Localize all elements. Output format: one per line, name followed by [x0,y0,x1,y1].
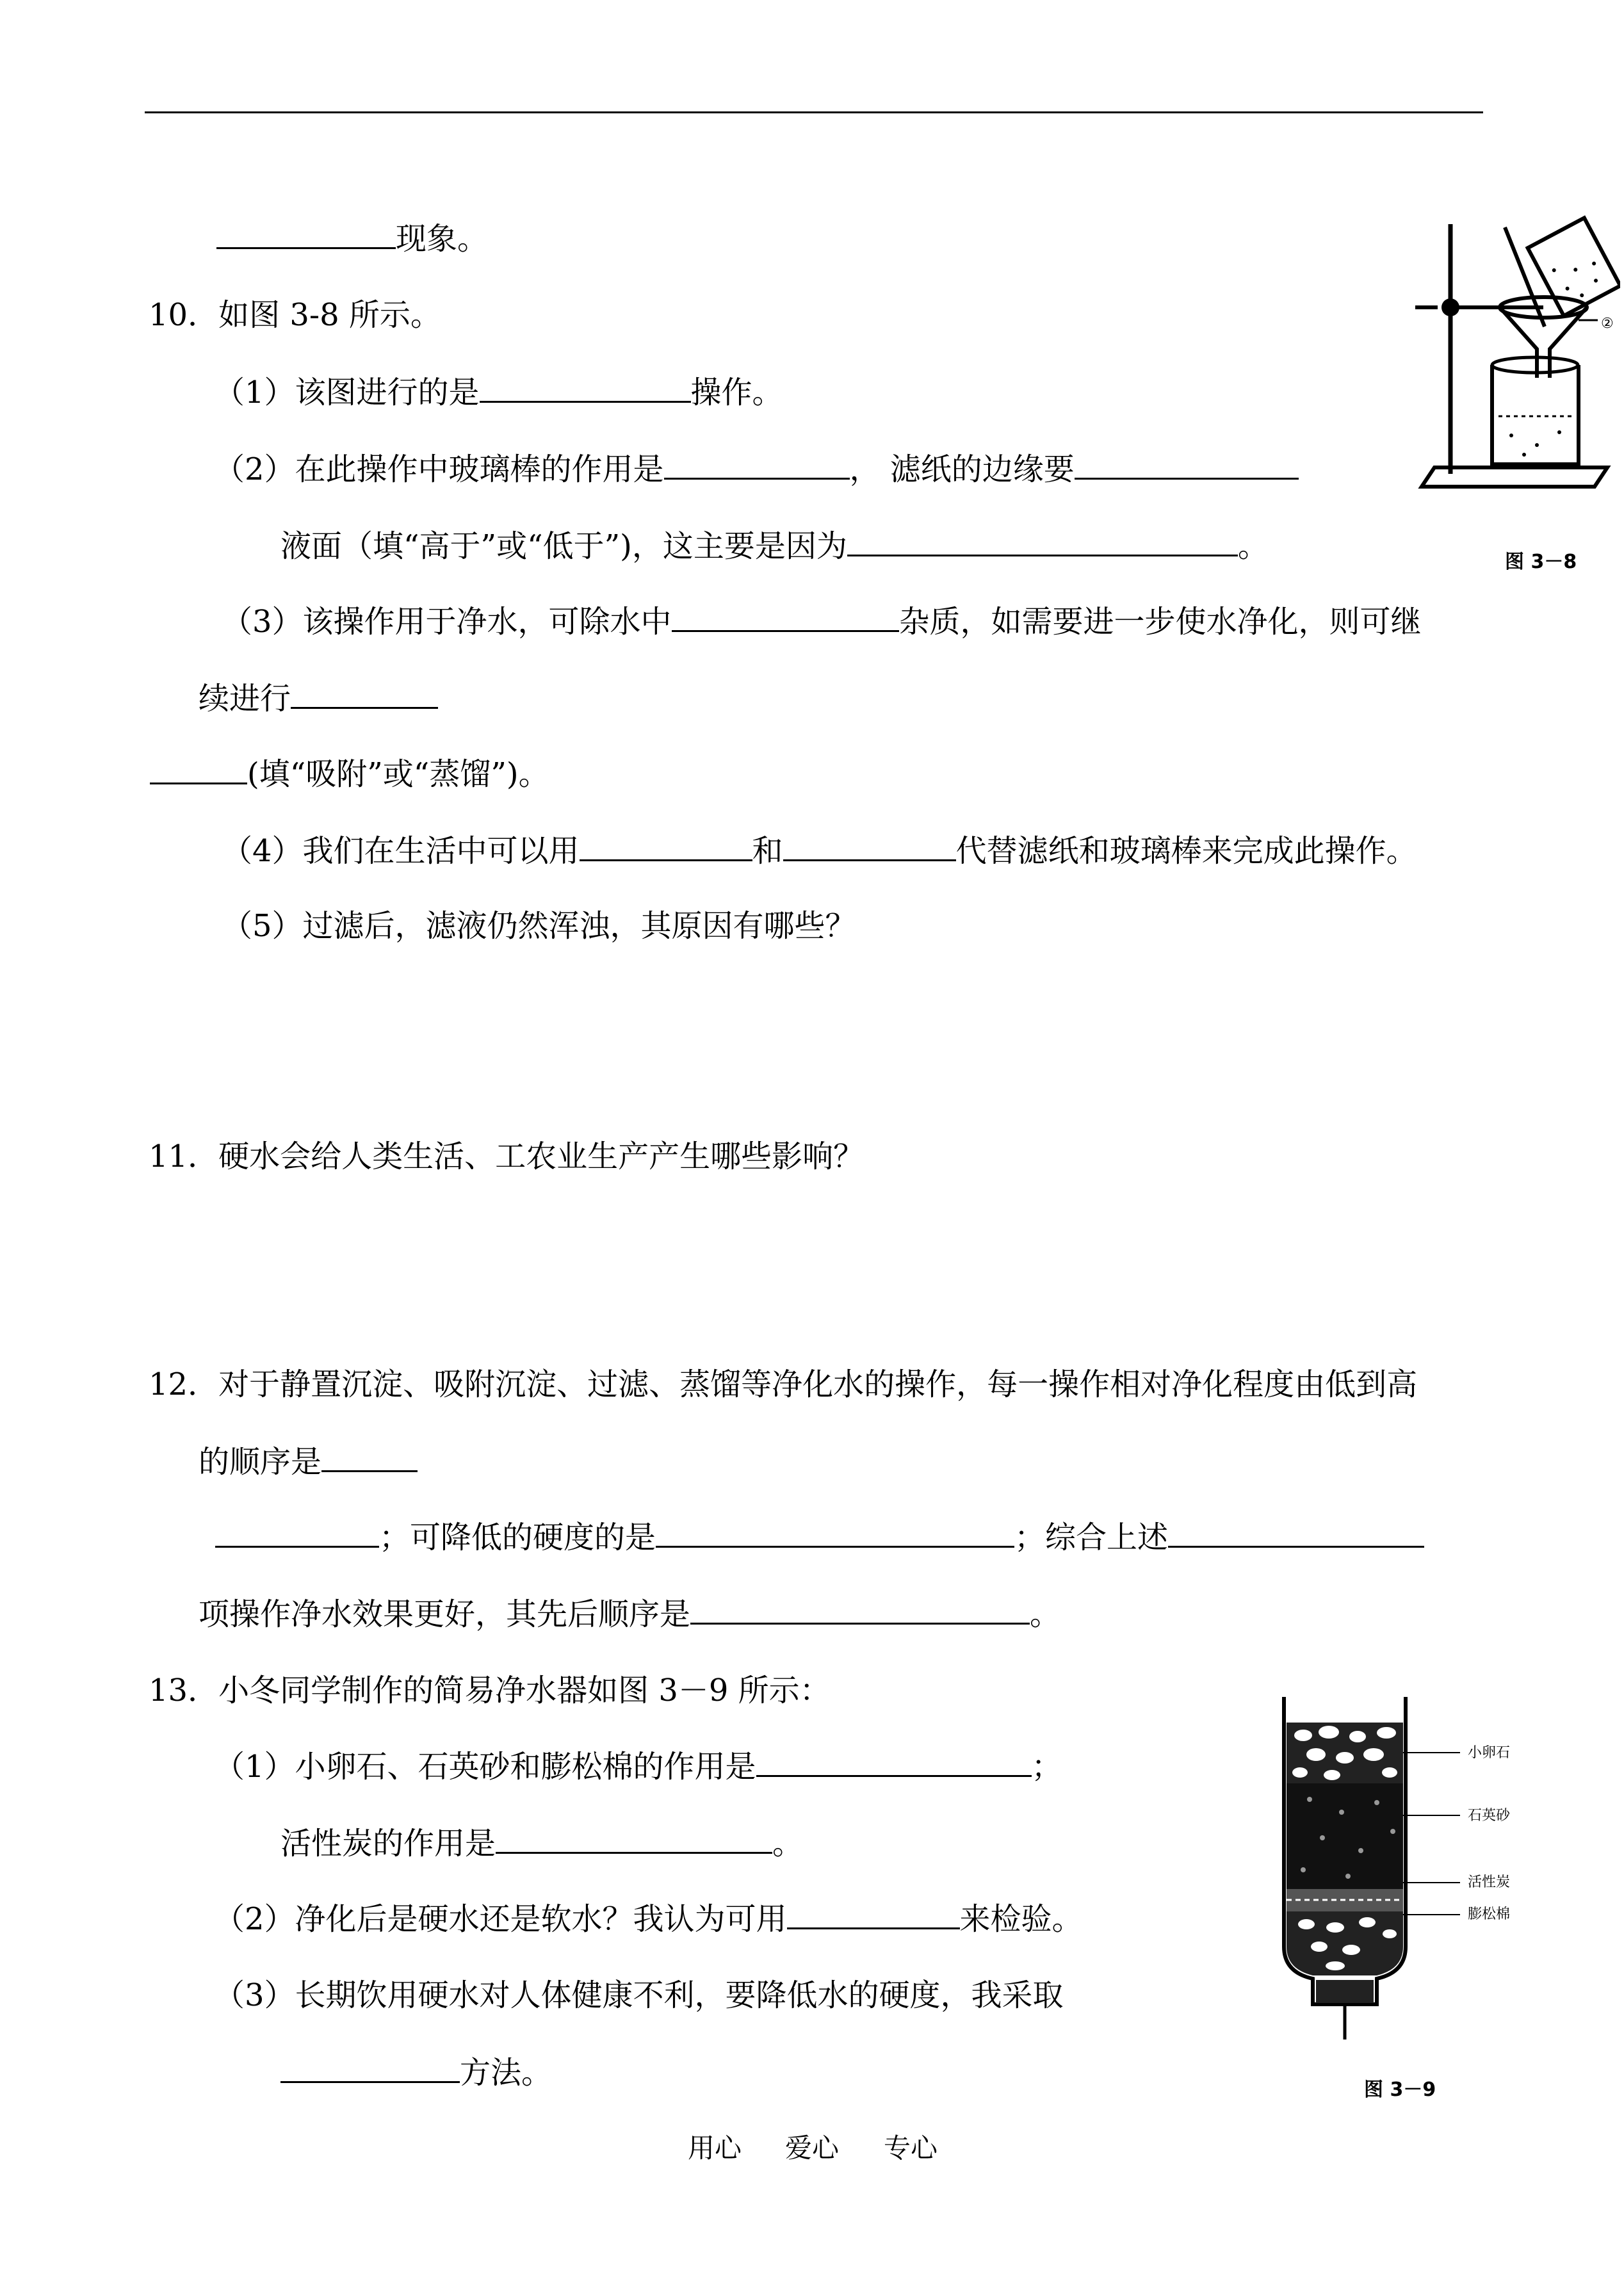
answer-blank[interactable] [291,679,438,709]
figure-3-8-caption: 图 3－8 [1505,551,1577,573]
q11-stem: 11．硬水会给人类生活、工农业生产产生哪些影响？ [149,1139,865,1174]
answer-blank[interactable] [280,2053,460,2083]
q10-part5: （5）过滤后，滤液仍然浑浊，其原因有哪些？ [222,908,856,944]
q10-part2b: 液面（填“高于”或“低于”)，这主要是因为 。 [280,526,1269,565]
answer-blank[interactable] [215,1518,379,1548]
q12-line2: 的顺序是 [199,1442,418,1481]
q10-part2: （2）在此操作中玻璃棒的作用是 ， 滤纸的边缘要 [214,450,1299,489]
footer-text-3: 专心 [884,2132,938,2164]
fig39-label-activated-carbon: 活性炭 [1468,1874,1511,1890]
answer-blank[interactable] [847,526,1238,556]
q13-part3: （3）长期饮用硬水对人体健康不利，要降低水的硬度，我采取 [214,1977,1064,2013]
q10-part4: （4）我们在生活中可以用 和 代替滤纸和玻璃棒来完成此操作。 [222,831,1417,870]
q12-line3: ；可降低的硬度的是 ；综合上述 [215,1518,1424,1557]
answer-blank[interactable] [787,1899,960,1929]
answer-blank[interactable] [783,831,956,861]
header-rule [145,111,1483,113]
fig39-label-cotton: 膨松棉 [1468,1906,1511,1922]
footer-text-1: 用心 [688,2132,742,2164]
q13-part1: （1）小卵石、石英砂和膨松棉的作用是 ； [214,1747,1062,1786]
q13-stem: 13．小冬同学制作的简易净水器如图 3－9 所示： [149,1673,831,1708]
answer-blank[interactable] [580,831,752,861]
answer-blank[interactable] [150,754,247,784]
q10-part3c: (填“吸附”或“蒸馏”)。 [150,754,549,793]
q9-tail: 现象。 [216,219,488,258]
answer-blank[interactable] [1168,1518,1424,1548]
answer-blank[interactable] [321,1442,418,1472]
answer-blank[interactable] [672,602,899,632]
q13-part2: （2）净化后是硬水还是软水？我认为可用 来检验。 [214,1899,1083,1938]
figure-3-9-water-purifier [1265,1691,1495,2049]
q10-part3b: 续进行 [199,679,438,718]
answer-blank[interactable] [756,1747,1032,1777]
figure-3-8-filtration-apparatus [1409,211,1620,512]
answer-blank[interactable] [496,1824,772,1854]
q10-part1: （1）该图进行的是 操作。 [214,373,783,412]
answer-blank[interactable] [664,450,850,480]
q13-part3b: 方法。 [280,2053,552,2092]
fig38-marker: ② [1601,316,1614,332]
fig39-label-quartz-sand: 石英砂 [1468,1808,1511,1824]
q10-part3: （3）该操作用于净水，可除水中 杂质，如需要进一步使水净化，则可继 [222,602,1422,641]
answer-blank[interactable] [690,1594,1030,1625]
answer-blank[interactable] [656,1518,1014,1548]
answer-blank[interactable] [1075,450,1299,480]
figure-3-9-caption: 图 3－9 [1364,2079,1436,2101]
answer-blank[interactable] [216,219,396,249]
q12-line4: 项操作净水效果更好，其先后顺序是 。 [199,1594,1060,1634]
q10-stem: 10．如图 3-8 所示。 [149,297,441,333]
answer-blank[interactable] [480,373,691,403]
fig39-label-pebbles: 小卵石 [1468,1745,1511,1761]
footer-text-2: 爱心 [785,2132,840,2164]
q12-stem: 12．对于静置沉淀、吸附沉淀、过滤、蒸馏等净化水的操作，每一操作相对净化程度由低到高 [149,1366,1418,1402]
q13-part1b: 活性炭的作用是 。 [280,1824,803,1863]
